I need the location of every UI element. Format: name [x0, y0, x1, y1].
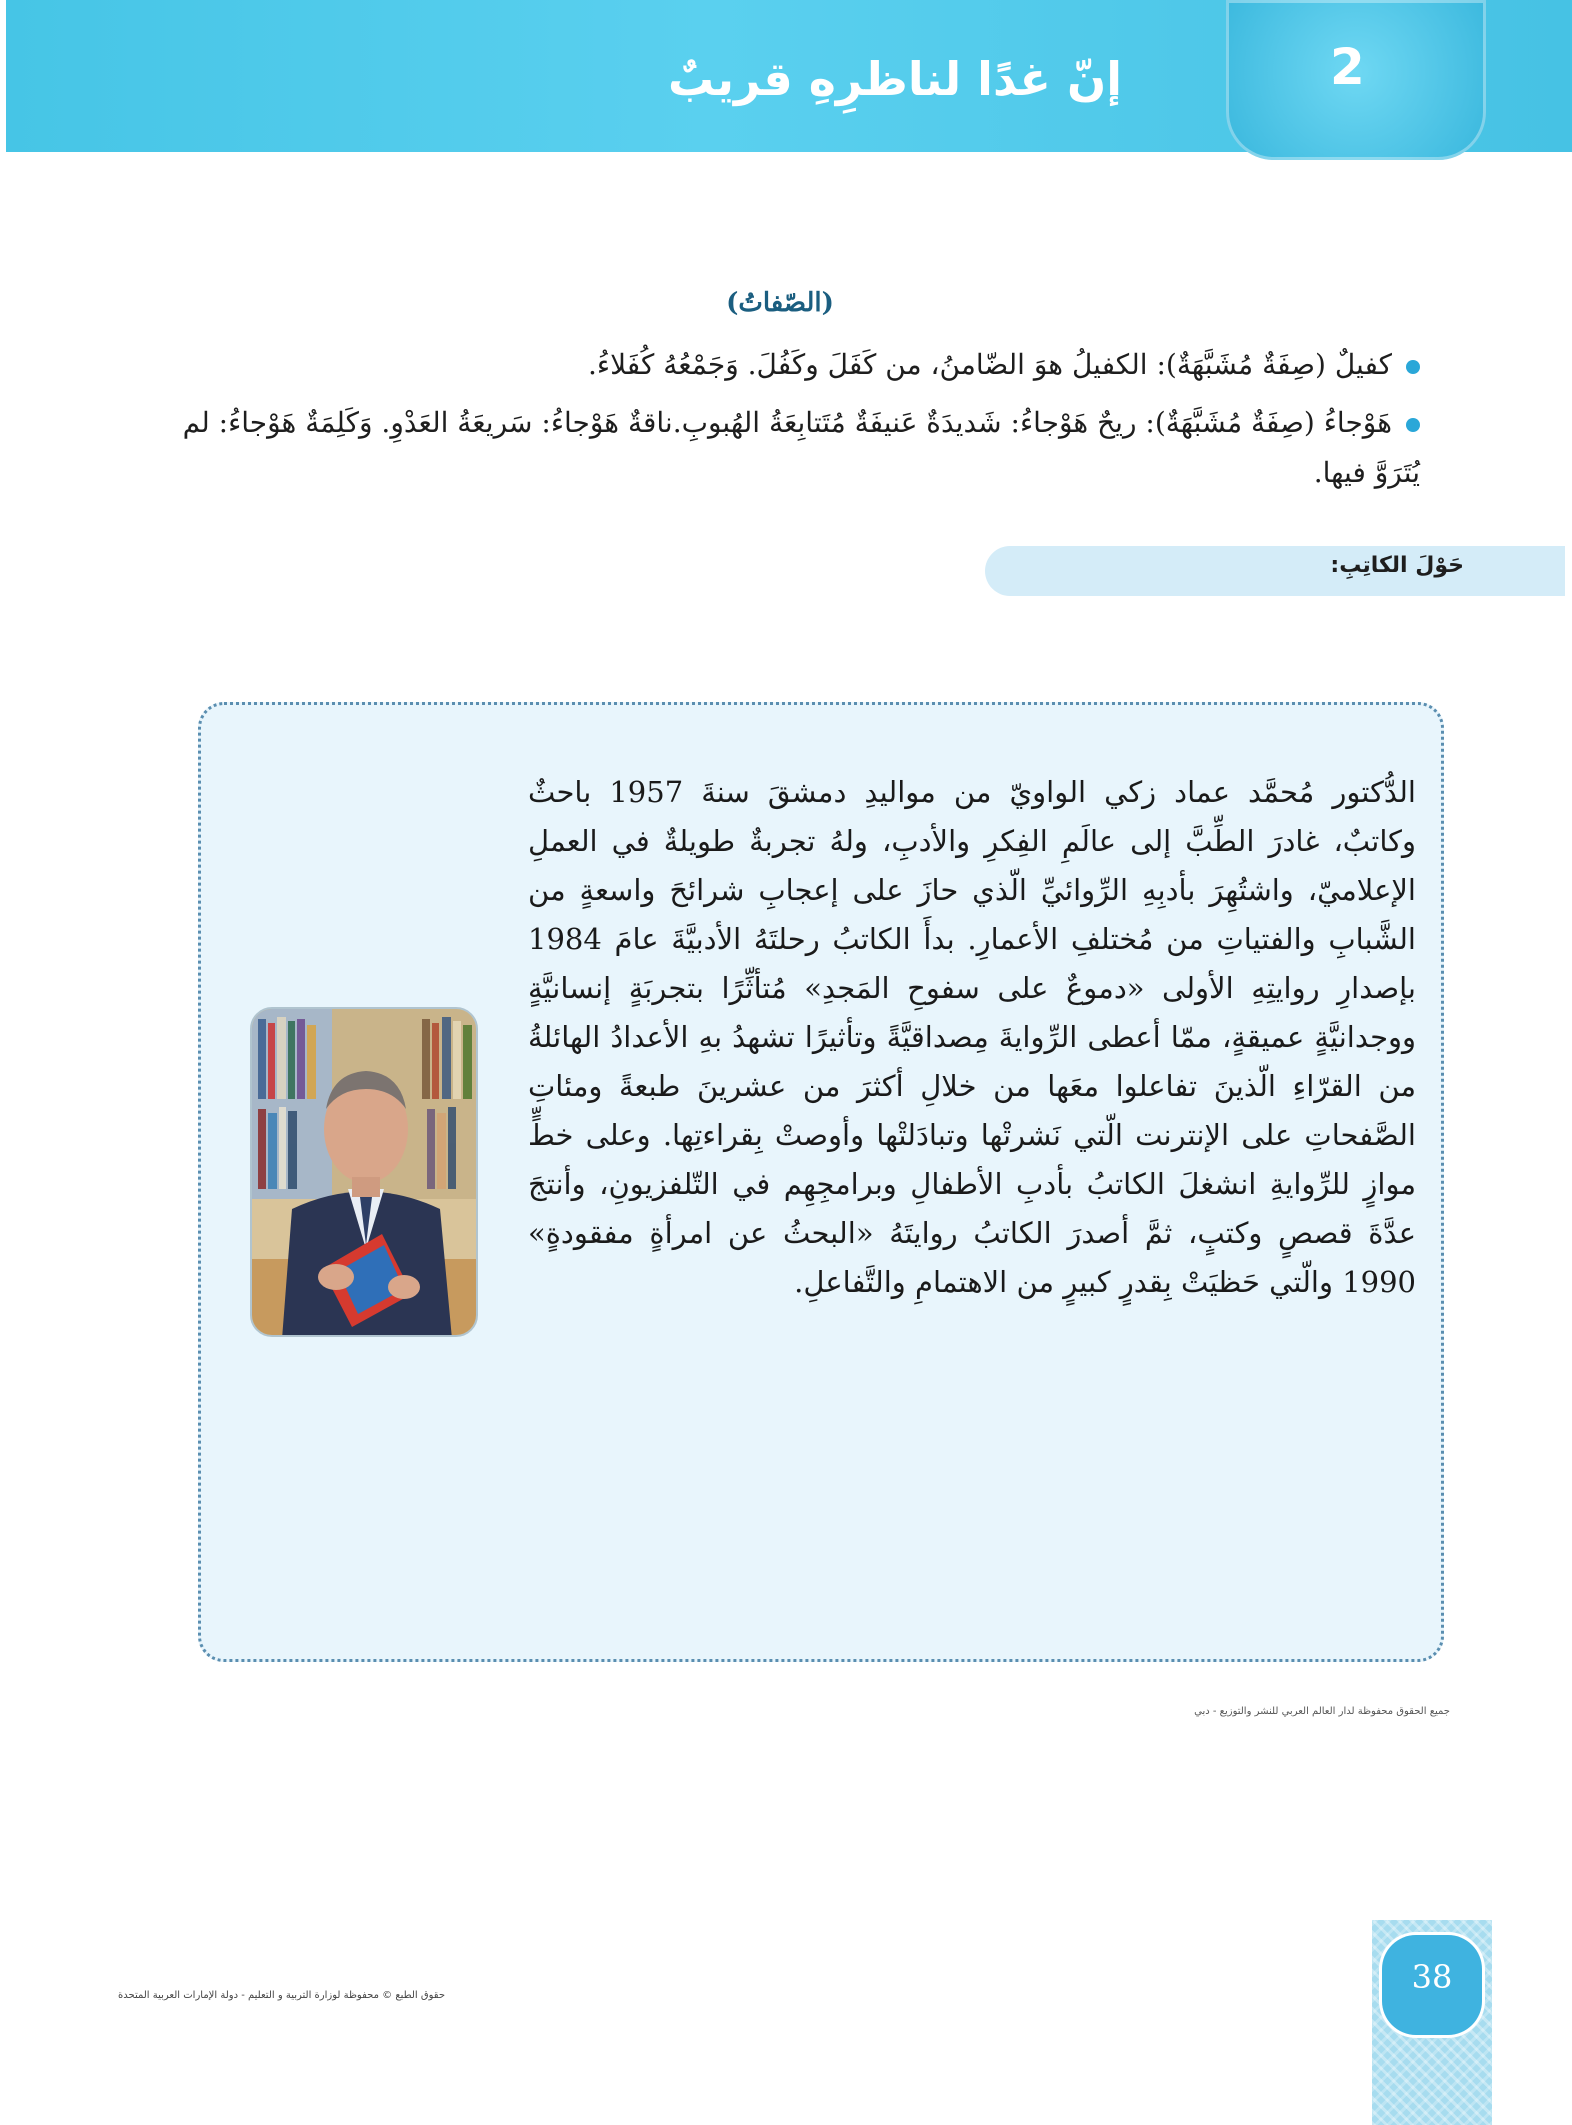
page-number: 38 [1411, 1958, 1453, 1996]
bullet-icon [1406, 360, 1420, 374]
footer-rights: حقوق الطبع © محفوظة لوزارة التربية و التعليم - دولة الإمارات العربية المتحدة [118, 1990, 446, 2001]
author-bio-text: الدُّكتور مُحمَّد عماد زكي الواويّ من مواليدِ دمشقَ سنةَ 1957 باحثٌ وكاتبٌ، غادرَ الطِّبَّ إلى عالَمِ الفِكرِ والأدبِ، ولهُ تجربةٌ طويلةٌ في العملِ الإعلاميّ، واشتُهِرَ بأدبِهِ الرِّوائيِّ الّذي حازَ على إعجابِ شرائحَ واسعةٍ من الشَّبابِ والفتياتِ من مُختلفِ الأعمارِ. بدأَ الكاتبُ رحلتَهُ الأدبيَّةَ عامَ 1984 بإصدارِ روايتِهِ الأولى «دموعٌ على سفوحِ المَجدِ» مُتأثِّرًا بتجربَةٍ إنسانيَّةٍ ووجدانيَّةٍ عميقةٍ، ممّا أعطى الرِّوايةَ مِصداقيَّةً وتأثيرًا تشهدُ بهِ الأعدادُ الهائلةُ من القرّاءِ الّذينَ تفاعلوا معَها من خلالِ أكثرَ من عشرينَ طبعةً ومئاتِ الصَّفحاتِ على الإنترنت الّتي نَشرتْها وتبادَلتْها وأوصتْ بِقراءتِها. وعلى خطٍّ موازٍ للرِّوايةِ انشغلَ الكاتبُ بأدبِ الأطفالِ وبرامجِهِم في التّلفزيونِ، وأنتجَ عدَّةَ قصصٍ وكتبٍ، ثمَّ أصدرَ الكاتبُ روايتَهُ «البحثُ عن امرأةٍ مفقودةٍ» 1990 والّتي حَظيَتْ بِقدرٍ كبيرٍ من الاهتمامِ والتَّفاعلِ. [528, 775, 1416, 1299]
lesson-title: إنّ غدًا لناظرِهِ قريبٌ [668, 52, 1122, 106]
definition-item [140, 340, 1420, 390]
definition-text: هَوْجاءُ (صِفَةٌ مُشَبَّهَةٌ): ريحٌ هَوْجاءُ: شَديدَةٌ عَنيفَةٌ مُتَتابِعَةُ الهُبوبِ.ناقةٌ هَوْجاءُ: سَريعَةُ العَدْوِ. وَكَلِمَةٌ هَوْجاءُ: لم يُتَرَوَّ فيها. [182, 406, 1420, 489]
definition-text: كفيلٌ (صِفَةٌ مُشَبَّهَةٌ): الكفيلُ هوَ الضّامنُ، من كَفَلَ وكَفُلَ. وَجَمْعُهُ كُفَلاءُ. [588, 348, 1392, 381]
bullet-icon [1406, 418, 1420, 432]
chapter-number: 2 [1330, 38, 1365, 96]
author-photo-illustration [252, 1009, 478, 1337]
author-photo [250, 1007, 478, 1337]
about-author-label: حَوْلَ الكاتِبِ: [1330, 553, 1464, 578]
definitions-title: (الصّفاتُ) [726, 288, 834, 318]
definition-item [140, 398, 1420, 498]
publisher-credit: جميع الحقوق محفوظة لدار العالم العربي للنشر والتوزيع - دبي [1194, 1706, 1450, 1717]
